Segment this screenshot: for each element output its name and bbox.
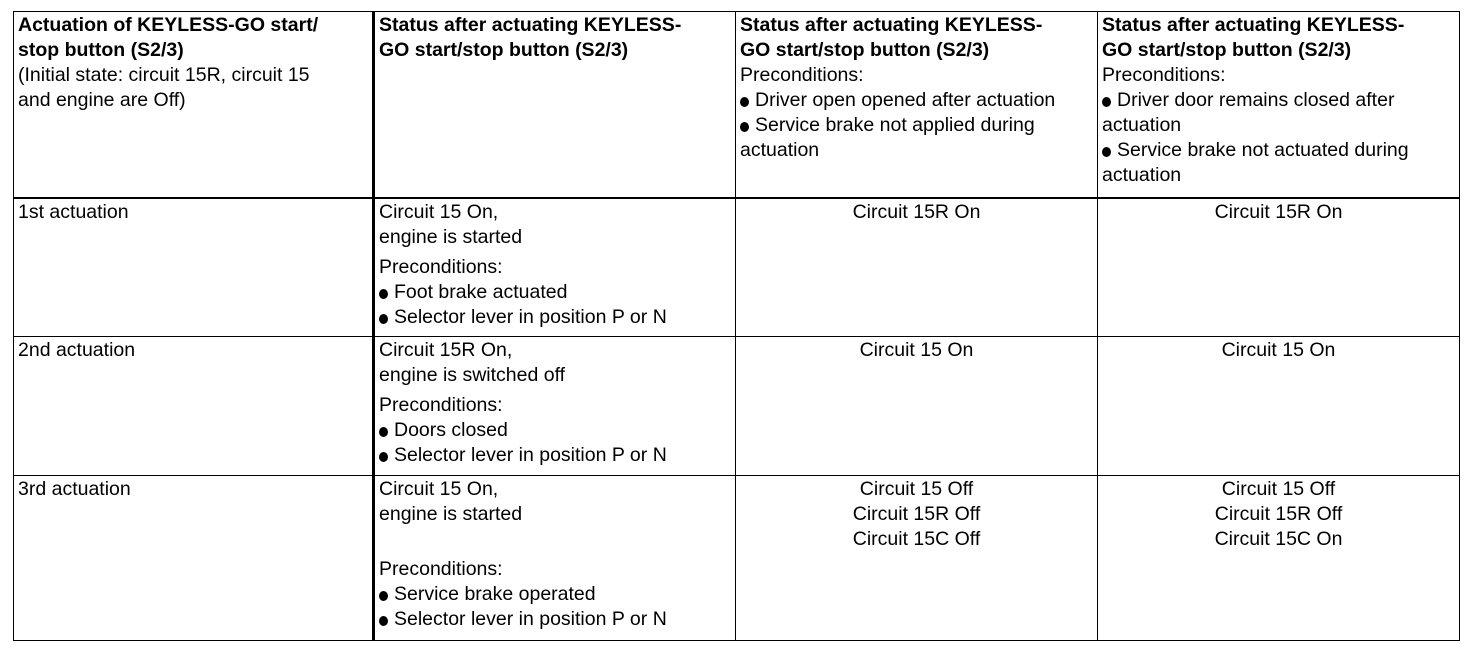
actuation-cell [14, 476, 374, 641]
status-door-closed-cell [1098, 337, 1460, 476]
preconditions-label: Preconditions: [379, 558, 503, 580]
circuit-status-line: Circuit 15C Off [852, 528, 981, 550]
actuation-cell [14, 198, 374, 337]
circuit-status-line: Circuit 15 Off [1221, 478, 1336, 500]
preconditions-label: Preconditions: [379, 255, 503, 278]
header-precondition-item [1102, 88, 1455, 138]
status-line: engine is started [379, 225, 523, 248]
header-precondition-text: Service brake not applied during actuation [740, 114, 1035, 161]
header-precondition-text: Driver open opened after actuation [755, 89, 1056, 111]
circuit-status-line: Circuit 15R Off [852, 503, 981, 525]
actuation-cell [14, 337, 374, 476]
circuit-status-line: Circuit 15R On [852, 200, 981, 223]
precondition-text: Service brake operated [394, 583, 596, 605]
circuit-status-line: Circuit 15 On [859, 339, 974, 361]
header-title-line: GO start/stop button (S2/3) [1102, 39, 1352, 61]
precondition-item [379, 280, 731, 305]
precondition-text: Doors closed [394, 419, 508, 441]
status-door-opened-cell [736, 476, 1098, 641]
keyless-go-actuation-table [13, 11, 1460, 641]
header-title-line: Status after actuating KEYLESS- [740, 14, 1043, 36]
status-door-opened-cell [736, 337, 1098, 476]
status-line: Circuit 15R On, [379, 339, 513, 361]
header-initial-state-note: (Initial state: circuit 15R, circuit 15 [18, 64, 310, 86]
preconditions-label: Preconditions: [379, 394, 503, 416]
bullet-icon [1102, 147, 1111, 157]
circuit-status-line: Circuit 15R On [1214, 200, 1343, 223]
circuit-status-line: Circuit 15R Off [1214, 503, 1343, 525]
status-cell [374, 476, 736, 641]
bullet-icon [1102, 97, 1111, 107]
actuation-label: 1st actuation [18, 200, 129, 223]
bullet-icon [379, 427, 388, 437]
status-door-closed-cell [1098, 198, 1460, 337]
precondition-item [379, 582, 731, 607]
header-initial-state-note: and engine are Off) [18, 89, 186, 111]
status-door-opened-cell [736, 198, 1098, 337]
header-title-line: GO start/stop button (S2/3) [379, 39, 629, 61]
bullet-icon [379, 314, 388, 324]
circuit-status-line: Circuit 15 On [1221, 339, 1336, 361]
header-cell-status-door-opened [736, 12, 1098, 198]
header-cell-status [374, 12, 736, 198]
precondition-item [379, 443, 731, 468]
precondition-text: Selector lever in position P or N [394, 444, 667, 466]
header-precondition-item [740, 88, 1093, 113]
status-line: engine is switched off [379, 364, 566, 386]
table-row-1st-actuation [14, 198, 1460, 337]
header-precondition-item [1102, 138, 1455, 188]
table-row-2nd-actuation [14, 337, 1460, 476]
status-line: Circuit 15 On, [379, 200, 499, 223]
bullet-icon [379, 452, 388, 462]
header-precondition-text: Service brake not actuated during actuation [1102, 139, 1409, 186]
precondition-text: Selector lever in position P or N [394, 608, 667, 630]
header-precondition-item [740, 113, 1093, 163]
bullet-icon [379, 616, 388, 626]
actuation-label: 2nd actuation [18, 339, 136, 361]
bullet-icon [379, 289, 388, 299]
status-cell [374, 337, 736, 476]
actuation-label: 3rd actuation [18, 478, 131, 500]
header-cell-status-door-closed [1098, 12, 1460, 198]
status-door-closed-cell [1098, 476, 1460, 641]
header-title-line: GO start/stop button (S2/3) [740, 39, 990, 61]
header-precondition-text: Driver door remains closed after actuation [1102, 89, 1395, 136]
table-row-3rd-actuation [14, 476, 1460, 641]
circuit-status-line: Circuit 15 Off [859, 478, 974, 500]
header-preconditions-label: Preconditions: [740, 64, 864, 86]
table-header-row [14, 12, 1460, 198]
status-cell [374, 198, 736, 337]
circuit-status-line: Circuit 15C On [1214, 528, 1343, 550]
status-line: engine is started [379, 503, 523, 525]
bullet-icon [379, 591, 388, 601]
precondition-text: Foot brake actuated [394, 280, 568, 303]
header-preconditions-label: Preconditions: [1102, 64, 1226, 86]
precondition-text: Selector lever in position P or N [394, 305, 667, 328]
header-title-line: Actuation of KEYLESS-GO start/ [18, 14, 319, 36]
status-line: Circuit 15 On, [379, 478, 499, 500]
header-title-line: Status after actuating KEYLESS- [379, 14, 682, 36]
precondition-item [379, 305, 731, 330]
header-cell-actuation [14, 12, 374, 198]
precondition-item [379, 607, 731, 632]
precondition-item [379, 418, 731, 443]
bullet-icon [740, 97, 749, 107]
header-title-line: Status after actuating KEYLESS- [1102, 14, 1405, 36]
header-title-line: stop button (S2/3) [18, 39, 184, 61]
bullet-icon [740, 122, 749, 132]
